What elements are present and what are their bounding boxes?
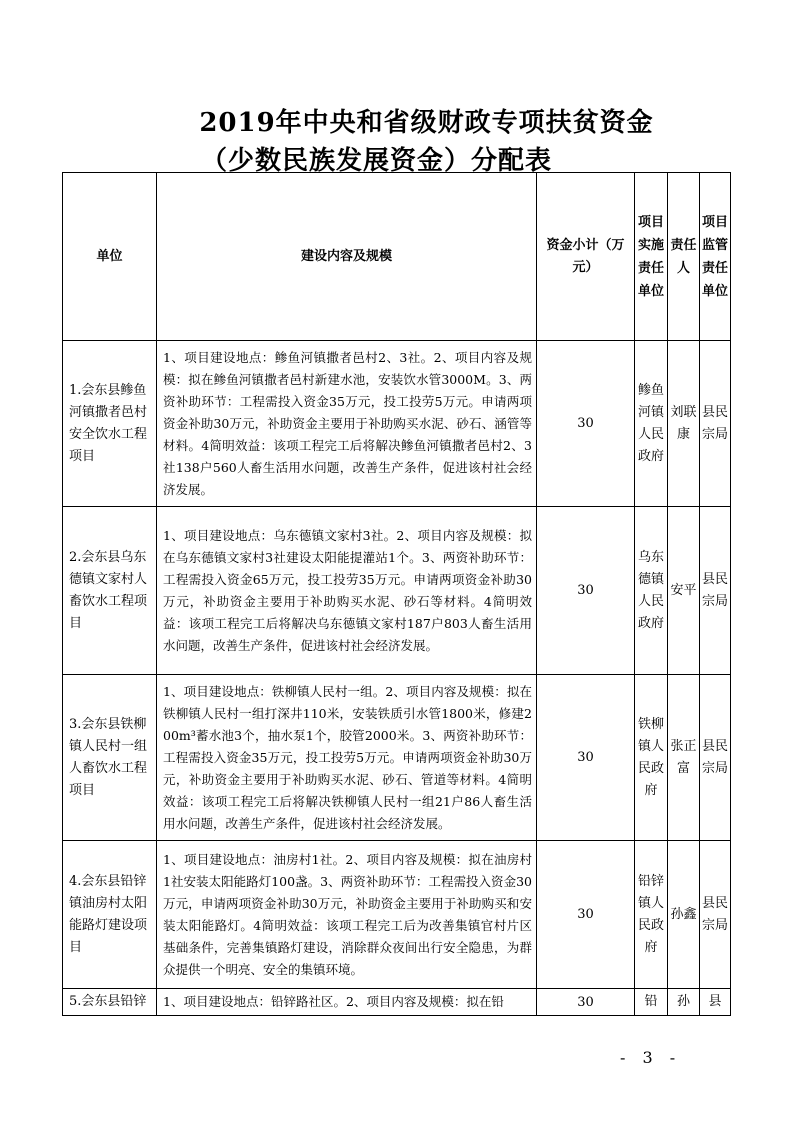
row-fund: 30 xyxy=(537,341,635,507)
row-person: 孙鑫 xyxy=(668,841,700,989)
row-supervise-unit: 县民宗局 xyxy=(700,675,731,841)
row-person: 张正富 xyxy=(668,675,700,841)
table-row xyxy=(63,989,731,1016)
row-content: 1、项目建设地点：铁柳镇人民村一组。2、项目内容及规模：拟在铁柳镇人民村一组打深井110米，安装铁质引水管1800米，修建200m³蓄水池3个，抽水泵1个，胶管2000米。3、两资补助环节：工程需投入资金35万元，投工投劳5万元。申请两项资金补助30万元，补助资金主要用于补助购买水泥、砂石、管道等材料。4简明效益：该项工程完工后将解决铁柳镇人民村一组21户86人畜生活用水问题，改善生产条件，促进该村社会经济发展。 xyxy=(157,675,537,841)
row-content: 1、项目建设地点：铅锌路社区。2、项目内容及规模：拟在铅 xyxy=(157,989,537,1016)
row-content: 1、项目建设地点：乌东德镇文家村3社。2、项目内容及规模：拟在乌东德镇文家村3社建设太阳能提灌站1个。3、两资补助环节：工程需投入资金65万元，投工投劳35万元。申请两项资金补助30万元，补助资金主要用于补助购买水泥、砂石等材料。4简明效益：该项工程完工后将解决乌东德镇文家村187户803人畜生活用水问题，改善生产条件，促进该村社会经济发展。 xyxy=(157,507,537,675)
header-unit: 单位 xyxy=(63,173,157,341)
row-unit: 4.会东县铅锌镇油房村太阳能路灯建设项目 xyxy=(63,841,157,989)
page-number: - 3 - xyxy=(620,1048,682,1067)
row-fund: 30 xyxy=(537,675,635,841)
header-supervise-unit: 项目监管责任单位 xyxy=(700,173,731,341)
row-unit: 1.会东县鲹鱼河镇撒者邑村安全饮水工程项目 xyxy=(63,341,157,507)
row-person: 安平 xyxy=(668,507,700,675)
row-impl-unit: 乌东德镇人民政府 xyxy=(635,507,668,675)
table-row xyxy=(63,341,731,507)
row-impl-unit: 铅锌镇人民政府 xyxy=(635,841,668,989)
row-fund: 30 xyxy=(537,507,635,675)
row-fund: 30 xyxy=(537,989,635,1016)
row-impl-unit: 铅 xyxy=(635,989,668,1016)
document-title-line1: 2019年中央和省级财政专项扶贫资金 xyxy=(199,108,654,138)
header-fund: 资金小计（万元） xyxy=(537,173,635,341)
table-row xyxy=(63,507,731,675)
row-unit: 2.会东县乌东德镇文家村人畜饮水工程项目 xyxy=(63,507,157,675)
allocation-table xyxy=(62,172,731,1016)
row-content: 1、项目建设地点：油房村1社。2、项目内容及规模：拟在油房村1社安装太阳能路灯100盏。3、两资补助环节：工程需投入资金30万元，申请两项资金补助30万元，补助资金主要用于补助购买和安装太阳能路灯。4简明效益：该项工程完工后为改善集镇官村片区基础条件，完善集镇路灯建设，消除群众夜间出行安全隐患，为群众提供一个明亮、安全的集镇环境。 xyxy=(157,841,537,989)
row-impl-unit: 鲹鱼河镇人民政府 xyxy=(635,341,668,507)
row-fund: 30 xyxy=(537,841,635,989)
row-person: 孙 xyxy=(668,989,700,1016)
row-person: 刘联康 xyxy=(668,341,700,507)
header-impl-unit: 项目实施责任单位 xyxy=(635,173,668,341)
row-unit: 5.会东县铅锌 xyxy=(63,989,157,1016)
row-supervise-unit: 县民宗局 xyxy=(700,341,731,507)
document-title-line2: （少数民族发展资金）分配表 xyxy=(200,146,552,176)
table-row xyxy=(63,675,731,841)
header-person: 责任人 xyxy=(668,173,700,341)
header-content: 建设内容及规模 xyxy=(157,173,537,341)
row-supervise-unit: 县民宗局 xyxy=(700,507,731,675)
table-row xyxy=(63,841,731,989)
row-supervise-unit: 县民宗局 xyxy=(700,841,731,989)
row-supervise-unit: 县 xyxy=(700,989,731,1016)
row-unit: 3.会东县铁柳镇人民村一组人畜饮水工程项目 xyxy=(63,675,157,841)
row-content: 1、项目建设地点：鲹鱼河镇撒者邑村2、3社。2、项目内容及规模：拟在鲹鱼河镇撒者邑村新建水池，安装饮水管3000M。3、两资补助环节：工程需投入资金35万元，投工投劳5万元。申请两项资金补助30万元，补助资金主要用于补助购买水泥、砂石、涵管等材料。4简明效益：该项工程完工后将解决鲹鱼河镇撒者邑村2、3社138户560人畜生活用水问题，改善生产条件，促进该村社会经济发展。 xyxy=(157,341,537,507)
table-header-row xyxy=(63,173,731,341)
row-impl-unit: 铁柳镇人民政府 xyxy=(635,675,668,841)
